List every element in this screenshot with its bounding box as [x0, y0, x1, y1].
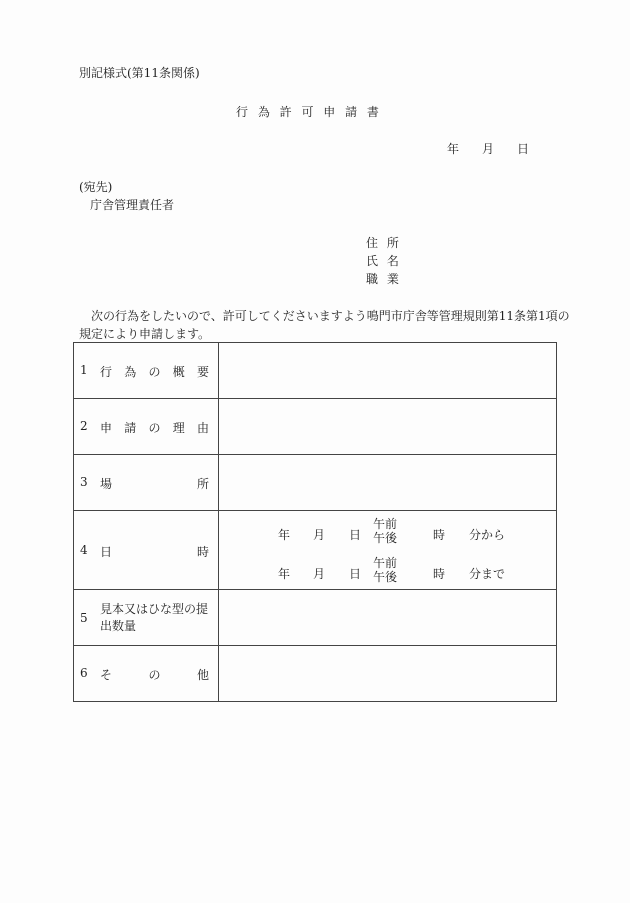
label-char: 申	[100, 421, 113, 435]
row-number: 4	[80, 543, 88, 557]
other-field[interactable]	[219, 646, 557, 702]
label-char: 他	[196, 668, 209, 682]
label-text: 見本又はひな型の提出数量	[100, 602, 209, 633]
row-number: 1	[80, 363, 88, 377]
label-char: の	[148, 421, 161, 435]
place-field[interactable]	[219, 455, 557, 511]
label-char: 理	[172, 421, 185, 435]
label-char: 所	[196, 477, 209, 491]
document-title: 行 為 許 可 申 請 書	[236, 105, 379, 119]
label-char: そ	[100, 668, 113, 682]
applicant-name-label: 氏 名	[366, 254, 399, 268]
date-month-label: 月	[482, 142, 495, 156]
row-number: 5	[80, 611, 88, 625]
row-label-other	[74, 646, 219, 702]
label-char: 場	[100, 477, 113, 491]
to-minute-label: 分まで	[469, 567, 506, 581]
from-month-label: 月	[313, 528, 326, 542]
statement-line-1: 次の行為をしたいので、許可してくださいますよう鳴門市庁舎等管理規則第11条第1項の	[91, 309, 570, 323]
from-year-label: 年	[278, 528, 291, 542]
to-day-label: 日	[349, 567, 362, 581]
row-label-sample-quantity	[74, 590, 219, 646]
addressee-label: (宛先)	[79, 180, 113, 194]
from-pm-label: 午後	[373, 531, 398, 545]
to-pm-label: 午後	[373, 570, 398, 584]
label-char: 請	[124, 421, 137, 435]
applicant-occupation-label: 職 業	[366, 272, 399, 286]
label-char: 為	[124, 365, 137, 379]
row-number: 6	[80, 666, 88, 680]
label-char: 日	[100, 545, 113, 559]
row-label-overview	[74, 343, 219, 399]
table-row	[74, 511, 557, 590]
to-year-label: 年	[278, 567, 291, 581]
label-char: 要	[196, 365, 209, 379]
datetime-field[interactable]	[219, 511, 557, 590]
to-month-label: 月	[313, 567, 326, 581]
statement-line-2: 規定により申請します。	[79, 327, 211, 341]
table-row	[74, 590, 557, 646]
applicant-address-label: 住 所	[366, 236, 399, 250]
from-am-label: 午前	[373, 517, 398, 531]
application-table	[73, 342, 557, 702]
label-char: の	[148, 668, 161, 682]
label-char: 由	[196, 421, 209, 435]
table-row	[74, 399, 557, 455]
label-char: 概	[172, 365, 185, 379]
date-day-label: 日	[517, 142, 530, 156]
to-am-label: 午前	[373, 556, 398, 570]
from-hour-label: 時	[433, 528, 446, 542]
from-day-label: 日	[349, 528, 362, 542]
table-row	[74, 646, 557, 702]
sample-quantity-field[interactable]	[219, 590, 557, 646]
reason-field[interactable]	[219, 399, 557, 455]
date-year-label: 年	[447, 142, 460, 156]
row-number: 3	[80, 475, 88, 489]
addressee-name: 庁舎管理責任者	[90, 198, 175, 212]
to-hour-label: 時	[433, 567, 446, 581]
form-reference: 別記様式(第11条関係)	[79, 66, 200, 80]
overview-field[interactable]	[219, 343, 557, 399]
label-char: 行	[100, 365, 113, 379]
row-number: 2	[80, 419, 88, 433]
table-row	[74, 455, 557, 511]
from-minute-label: 分から	[469, 528, 506, 542]
row-label-reason	[74, 399, 219, 455]
row-label-place	[74, 455, 219, 511]
table-row	[74, 343, 557, 399]
row-label-datetime	[74, 511, 219, 590]
label-char: の	[148, 365, 161, 379]
label-char: 時	[196, 545, 209, 559]
